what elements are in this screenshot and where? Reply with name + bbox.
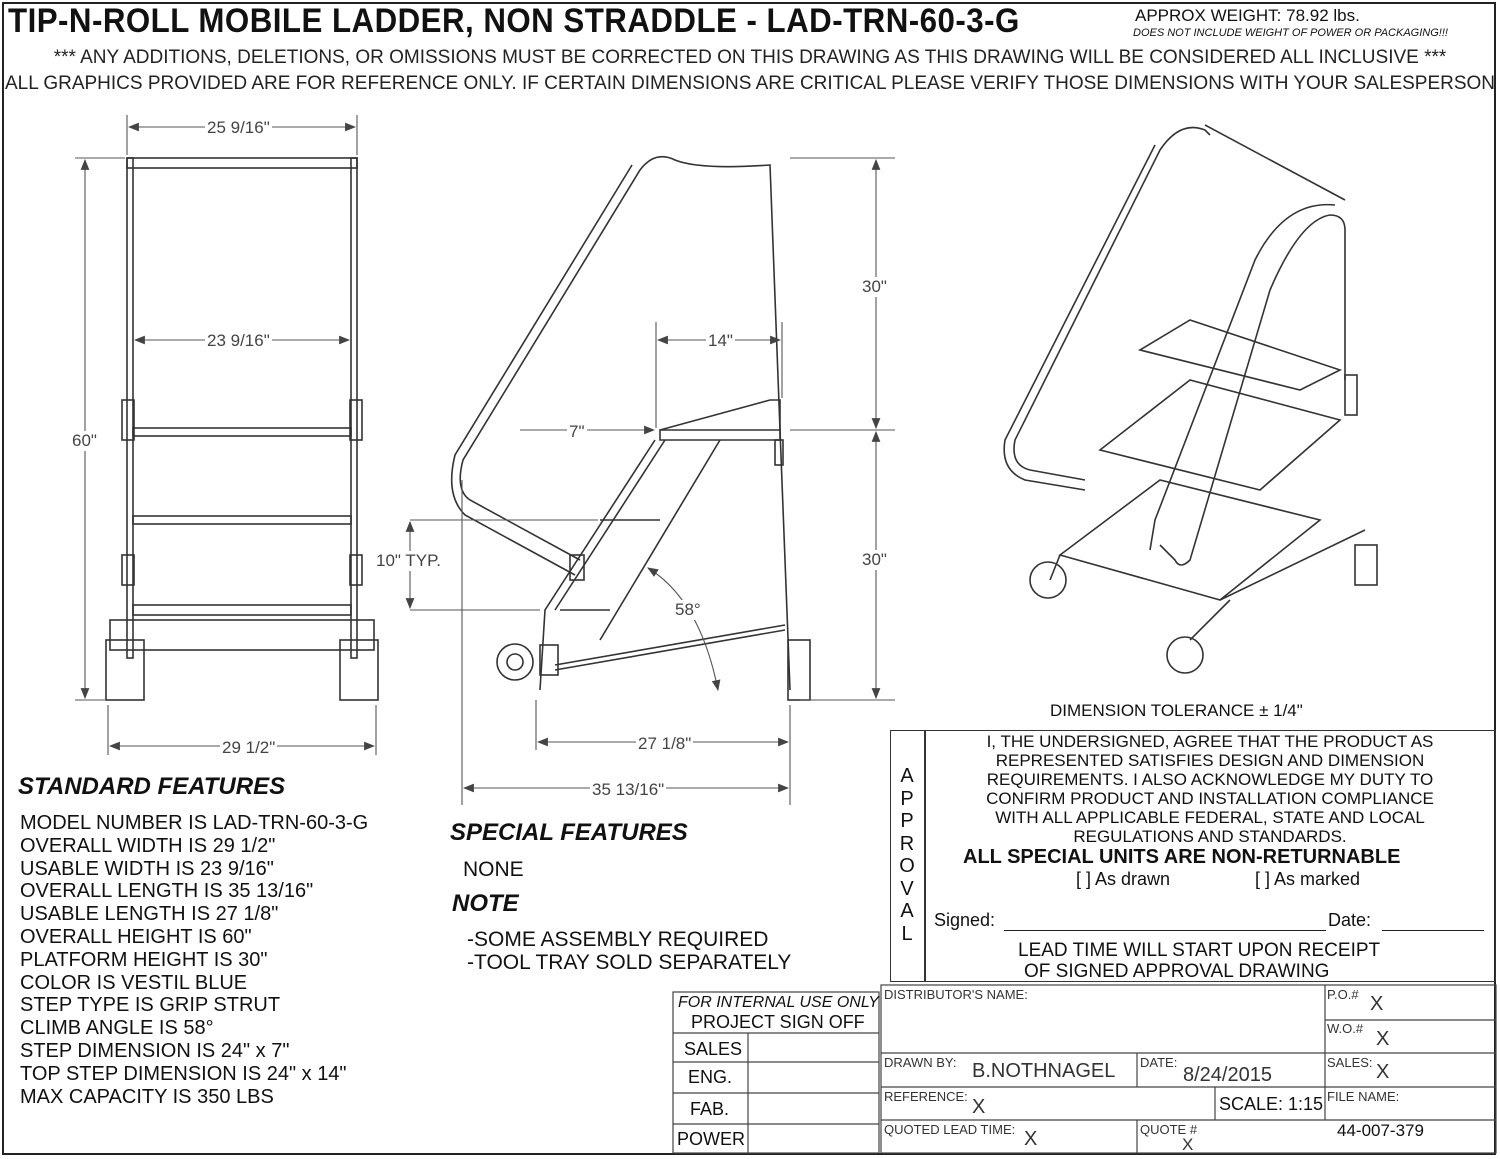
scale: SCALE: 1:15: [1219, 1094, 1324, 1114]
lead-time-line-2: OF SIGNED APPROVAL DRAWING: [1024, 961, 1330, 982]
feature-item: COLOR IS VESTIL BLUE: [20, 971, 248, 994]
dim-top-width: 25 9/16": [207, 118, 270, 137]
dim-step: 7": [569, 422, 585, 441]
wo-label: W.O.#: [1327, 1021, 1364, 1036]
feature-item: USABLE WIDTH IS 23 9/16": [20, 857, 274, 880]
quote-number-label: QUOTE #: [1140, 1122, 1198, 1137]
quoted-lead-time-label: QUOTED LEAD TIME:: [884, 1122, 1016, 1137]
file-name-label: FILE NAME:: [1327, 1089, 1400, 1104]
quote-number-value: X: [1182, 1135, 1194, 1154]
dim-usable-width: 23 9/16": [207, 331, 270, 350]
signoff-internal-label: FOR INTERNAL USE ONLY: [678, 994, 879, 1011]
dim-usable-length: 27 1/8": [638, 734, 692, 753]
signoff-row-eng: ENG.: [688, 1067, 733, 1087]
reference-value: X: [972, 1096, 986, 1118]
note-item: -SOME ASSEMBLY REQUIRED: [467, 928, 769, 951]
note-item: -TOOL TRAY SOLD SEPARATELY: [467, 951, 792, 974]
special-features-heading: SPECIAL FEATURES: [450, 819, 688, 846]
signoff-title: PROJECT SIGN OFF: [691, 1012, 865, 1032]
drawing-title: TIP-N-ROLL MOBILE LADDER, NON STRADDLE - LAD-TRN-60-3-G: [8, 2, 1020, 40]
date-field-label: DATE:: [1140, 1055, 1178, 1070]
signed-label: Signed:: [934, 910, 996, 930]
feature-item: MODEL NUMBER IS LAD-TRN-60-3-G: [20, 812, 369, 834]
feature-item: TOP STEP DIMENSION IS 24" x 14": [20, 1062, 347, 1085]
po-value: X: [1370, 993, 1384, 1015]
feature-item: OVERALL LENGTH IS 35 13/16": [20, 880, 314, 903]
option-as-marked[interactable]: [ ] As marked: [1255, 869, 1361, 889]
feature-item: OVERALL HEIGHT IS 60": [20, 925, 252, 948]
feature-item: USABLE LENGTH IS 27 1/8": [20, 903, 279, 926]
feature-item: OVERALL WIDTH IS 29 1/2": [20, 834, 276, 857]
notice-line-2: ALL GRAPHICS PROVIDED ARE FOR REFERENCE ONLY. IF CERTAIN DIMENSIONS ARE CRITICAL PLEASE VERIFY THOSE DIMENSIONS WITH YOUR SALESPERSON: [4, 73, 1496, 94]
signoff-row-power: POWER: [677, 1129, 746, 1149]
dim-front-height: 60": [72, 431, 97, 450]
dim-top-step: 14": [708, 331, 733, 350]
distributor-label: DISTRIBUTOR'S NAME:: [884, 987, 1028, 1002]
special-features-value: NONE: [463, 858, 524, 881]
feature-item: STEP TYPE IS GRIP STRUT: [20, 994, 281, 1017]
dim-rise: 10" TYP.: [376, 551, 441, 570]
signoff-row-fab: FAB.: [690, 1099, 730, 1119]
wo-value: X: [1376, 1028, 1390, 1050]
feature-item: PLATFORM HEIGHT IS 30": [20, 948, 268, 971]
lead-time-line-1: LEAD TIME WILL START UPON RECEIPT: [1018, 940, 1381, 961]
weight-note: DOES NOT INCLUDE WEIGHT OF POWER OR PACKAGING!!!: [1133, 27, 1448, 39]
sales-value: X: [1376, 1061, 1390, 1083]
quoted-lead-time-value: X: [1024, 1128, 1038, 1150]
drawn-by-label: DRAWN BY:: [884, 1055, 957, 1070]
standard-features-heading: STANDARD FEATURES: [18, 773, 286, 800]
date-label: Date:: [1328, 910, 1372, 930]
sales-label: SALES:: [1327, 1055, 1373, 1070]
po-label: P.O.#: [1327, 987, 1359, 1002]
dimension-tolerance: DIMENSION TOLERANCE ± 1/4": [1050, 701, 1303, 720]
notice-line-1: *** ANY ADDITIONS, DELETIONS, OR OMISSIONS MUST BE CORRECTED ON THIS DRAWING AS THIS DRAWING WILL BE CONSIDERED ALL INCLUSIVE ***: [53, 47, 1447, 68]
dim-angle: 58°: [675, 600, 701, 619]
option-as-drawn[interactable]: [ ] As drawn: [1076, 869, 1171, 889]
approval-vertical-label: A P P R O V A L: [899, 765, 915, 945]
reference-label: REFERENCE:: [884, 1089, 968, 1104]
dim-overall-width: 29 1/2": [222, 738, 276, 757]
feature-item: CLIMB ANGLE IS 58°: [20, 1017, 214, 1040]
drawn-by-value: B.NOTHNAGEL: [972, 1060, 1116, 1082]
non-returnable-notice: ALL SPECIAL UNITS ARE NON-RETURNABLE: [963, 846, 1401, 868]
approval-statement: I, THE UNDERSIGNED, AGREE THAT THE PRODUCT AS REPRESENTED SATISFIES DESIGN AND DIMENSION REQUIREMENTS. I ALSO ACKNOWLEDGE MY DUTY TO CONFIRM PRODUCT AND INSTALLATION COMPLIANCE WITH ALL APPLICABLE FEDERAL, STATE AND LOCAL REGULATIONS AND STANDARDS.: [986, 732, 1434, 846]
dim-lower-height: 30": [862, 550, 887, 569]
signoff-row-sales: SALES: [684, 1039, 743, 1059]
file-name-value: 44-007-379: [1337, 1121, 1424, 1140]
feature-item: MAX CAPACITY IS 350 LBS: [20, 1085, 274, 1108]
note-heading: NOTE: [452, 890, 519, 917]
feature-item: STEP DIMENSION IS 24" x 7": [20, 1039, 290, 1062]
dim-overall-length: 35 13/16": [592, 780, 665, 799]
dim-upper-height: 30": [862, 277, 887, 296]
date-field-value: 8/24/2015: [1183, 1064, 1272, 1086]
approx-weight: APPROX WEIGHT: 78.92 lbs.: [1135, 6, 1360, 25]
